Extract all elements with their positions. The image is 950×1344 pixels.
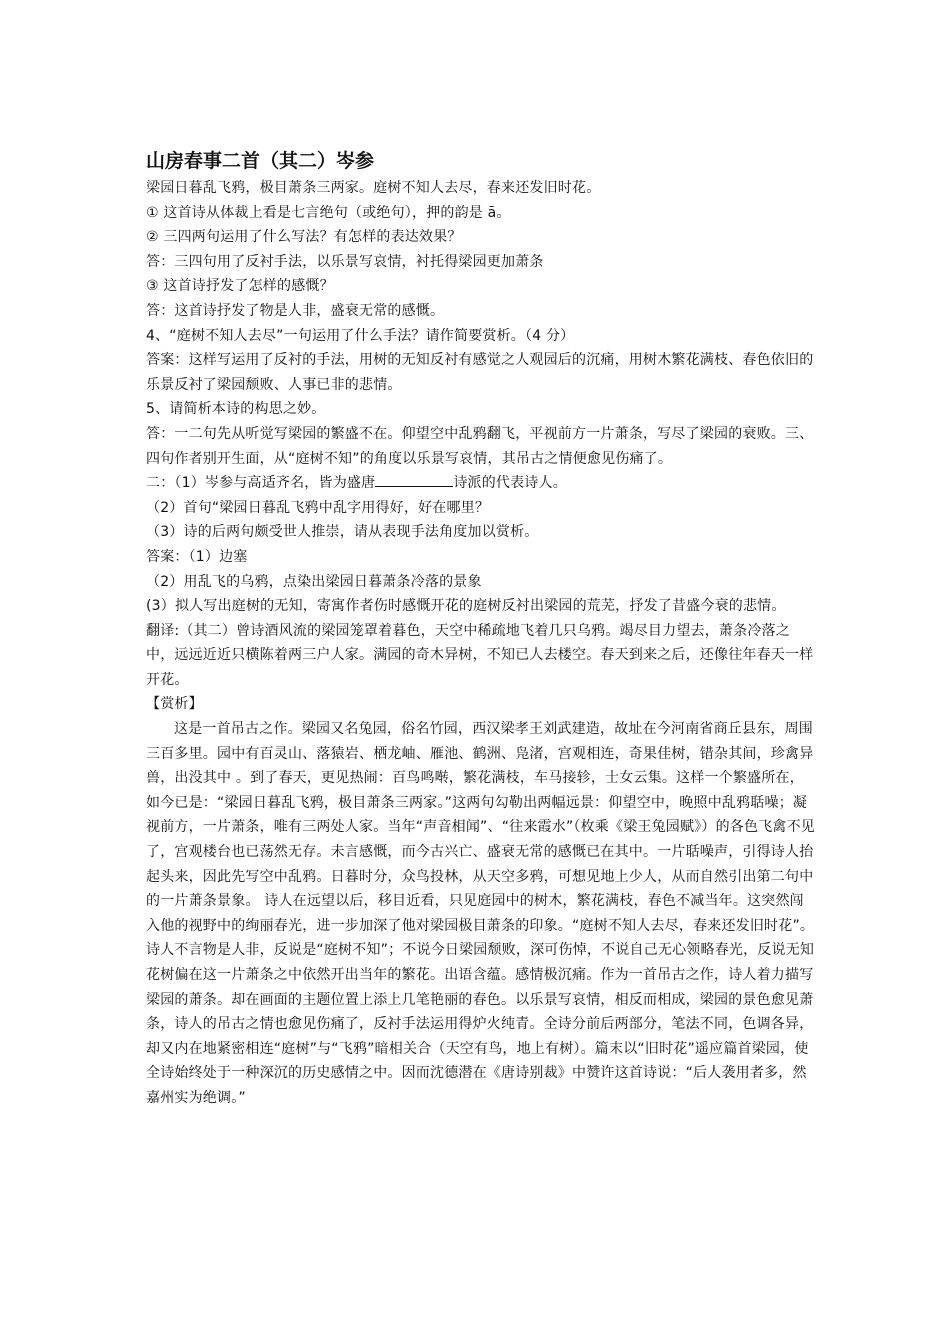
appreciation-body: 这是一首吊古之作。梁园又名兔园，俗名竹园，西汉梁孝王刘武建造，故址在今河南省商丘县东，周围三百多里。园中有百灵山、落猿岩、栖龙岫、雁池、鹤洲、凫渚，宫观相连，奇果佳树，错杂其间，珍禽异兽，出没其中 。到了春天，更见热闹：百鸟鸣啭，繁花满枝，车马接轸，士女云集。这样一个繁盛所在，如今已是：“梁园日暮乱飞鸦，极目萧条三两家。”这两句勾勒出两幅远景：仰望空中，晚照中乱鸦聒噪；凝视前方，一片萧条，唯有三两处人家。当年“声音相闻”、“往来霞水”（枚乘《梁王兔园赋》）的各色飞禽不见了，宫观楼台也已荡然无存。未言感慨，而今古兴亡、盛衰无常的感慨已在其中。一片聒噪声，引得诗人抬起头来，因此先写空中乱鸦。日暮时分，众鸟投林，从天空多鸦，可想见地上少人，从而自然引出第二句中的一片萧条景象。 诗人在远望以后，移目近看，只见庭园中的树木，繁花满枝，春色不减当年。这突然闯入他的视野中的绚丽春光，进一步加深了他对梁园极目萧条的印象。“庭树不知人去尽，春来还发旧时花”。诗人不言物是人非，反说是“庭树不知”；不说今日梁园颓败，深可伤悼，不说自己无心领略春光，反说无知花树偏在这一片萧条之中依然开出当年的繁花。出语含蕴。感情极沉痛。作为一首吊古之作，诗人着力描写梁园的萧条。却在画面的主题位置上添上几笔艳丽的春色。以乐景写哀情，相反而相成，梁园的景色愈见萧条，诗人的吊古之情也愈见伤痛了，反衬手法运用得炉火纯青。全诗分前后两部分，笔法不同，色调各异，却又内在地紧密相连“庭树”与“飞鸦”暗相关合（天空有鸟，地上有树）。篇末以“旧时花”遥应篇首梁园，使全诗始终处于一种深沉的历史感情之中。因而沈德潜在《唐诗别裁》中赞许这首诗说：“后人袭用者多，然嘉州实为绝调。” <box>146 721 816 1106</box>
section2-answer-1: 答案：（1）边塞 <box>146 548 248 565</box>
answer-2: 答：三四句用了反衬手法，以乐景写哀情，衬托得梁园更加萧条 <box>146 253 544 270</box>
question-5: 5、请简析本诗的构思之妙。 <box>146 401 326 418</box>
fill-in-blank <box>375 472 453 487</box>
translation: 翻译:（其二）曾诗酒风流的梁园笼罩着暮色，天空中稀疏地飞着几只乌鸦。竭尽目力望去，萧条冷落之中，远远近近只横陈着两三户人家。满园的奇木异树，不知已人去楼空。春天到来之后，还像往年春天一样开花。 <box>146 622 814 688</box>
section2-question-2: （2）首句“梁园日暮乱飞鸦中乱字用得好，好在哪里？ <box>146 499 490 516</box>
section2-answer-3: (3）拟人写出庭树的无知，寄寓作者伤时感慨开花的庭树反衬出梁园的荒芜，抒发了昔盛今衰的悲情。 <box>146 598 786 615</box>
question-1: ① 这首诗从体裁上看是七言绝句（或绝句），押的韵是 ā。 <box>146 204 511 221</box>
section2-question-1-suffix: 诗派的代表诗人。 <box>453 475 567 492</box>
appreciation-heading: 【赏析】 <box>146 696 203 713</box>
page-title: 山房春事二首（其二）岑参 <box>146 150 375 172</box>
answer-4: 答案：这样写运用了反衬的手法，用树的无知反衬有感觉之人观园后的沉痛，用树木繁花满枝、春色依旧的乐景反衬了梁园颓败、人事已非的悲情。 <box>146 352 814 393</box>
section2-question-1 <box>146 471 816 496</box>
question-2: ② 三四两句运用了什么写法？有怎样的表达效果？ <box>146 229 462 246</box>
question-4: 4、“庭树不知人去尽”一句运用了什么手法？请作简要赏析。（4 分） <box>146 327 575 344</box>
question-3: ③ 这首诗抒发了怎样的感慨？ <box>146 278 334 295</box>
document-page <box>146 148 816 1111</box>
section2-question-1-prefix: 二：（1）岑参与高适齐名，皆为盛唐 <box>146 475 376 492</box>
poem-text: 梁园日暮乱飞鸦，极目萧条三两家。庭树不知人去尽，春来还发旧时花。 <box>146 180 601 196</box>
answer-3: 答：这首诗抒发了物是人非，盛衰无常的感慨。 <box>146 302 445 319</box>
answer-5: 答：一二句先从听觉写梁园的繁盛不在。仰望空中乱鸦翻飞，平视前方一片萧条，写尽了梁园的衰败。三、四句作者别开生面，从“庭树不知”的角度以乐景写哀情，其吊古之情便愈见伤痛了。 <box>146 425 814 467</box>
section2-answer-2: （2）用乱飞的乌鸦，点染出梁园日暮萧条冷落的景象 <box>146 573 482 590</box>
section2-question-3: （3）诗的后两句颇受世人推崇，请从表现手法角度加以赏析。 <box>146 524 539 541</box>
